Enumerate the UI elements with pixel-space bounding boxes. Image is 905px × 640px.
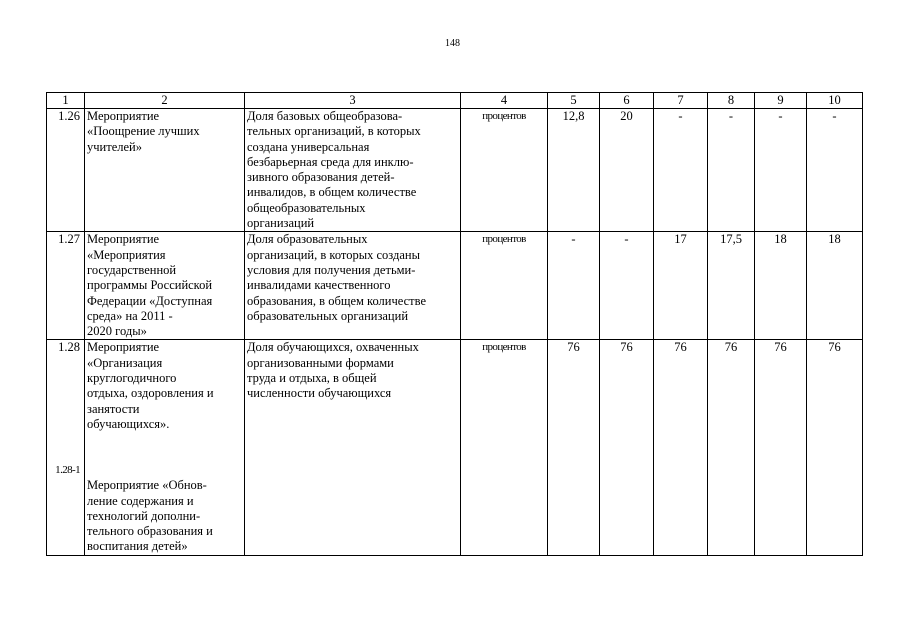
- page-number: 148: [445, 38, 460, 49]
- indicator-line: безбарьерная среда для инклю-: [247, 154, 414, 169]
- value-cell: 18: [755, 232, 807, 340]
- column-header: 8: [708, 93, 755, 109]
- indicator-line: образования, в общем количестве: [247, 293, 427, 308]
- event-line: обучающихся».: [87, 416, 170, 431]
- value-cell: 76: [654, 340, 708, 555]
- event-line: круглогодичного: [87, 371, 177, 386]
- indicator-line: организованными формами: [247, 355, 394, 370]
- indicator-cell: [245, 232, 461, 340]
- sub-event-line: Мероприятие «Обнов-: [87, 478, 207, 493]
- row-number-cell: [47, 340, 85, 555]
- indicator-line: организаций, в которых созданы: [247, 247, 420, 262]
- event-line: «Поощрение лучших: [87, 124, 200, 139]
- table-header-row: [47, 93, 863, 109]
- value-cell: 76: [548, 340, 600, 555]
- column-header: 9: [755, 93, 807, 109]
- spacer: [87, 432, 242, 478]
- value-cell: 76: [600, 340, 654, 555]
- event-line: программы Российской: [87, 278, 213, 293]
- event-line: Мероприятие: [87, 340, 160, 355]
- indicator-line: Доля базовых общеобразова-: [247, 109, 403, 123]
- sub-event-line: тельного образования и: [87, 524, 213, 539]
- column-header: 4: [461, 93, 548, 109]
- sub-event-line: воспитания детей»: [87, 539, 188, 554]
- value-cell: 18: [807, 232, 863, 340]
- indicator-line: Доля образовательных: [247, 232, 368, 247]
- event-line: занятости: [87, 401, 140, 416]
- indicator-line: создана универсальная: [247, 139, 370, 154]
- indicator-line: тельных организаций, в которых: [247, 124, 421, 139]
- indicator-line: зивного образования детей-: [247, 170, 395, 185]
- column-header: 1: [47, 93, 85, 109]
- event-line: «Мероприятия: [87, 247, 166, 262]
- event-line: государственной: [87, 262, 177, 277]
- indicator-line: численности обучающихся: [247, 386, 392, 401]
- event-line: «Организация: [87, 355, 163, 370]
- value-cell: 17: [654, 232, 708, 340]
- event-cell: [85, 109, 245, 232]
- table-row: [47, 340, 863, 555]
- value-cell: 76: [807, 340, 863, 555]
- event-cell: [85, 340, 245, 555]
- value-cell: -: [600, 232, 654, 340]
- unit-cell: процентов: [461, 232, 548, 340]
- unit-cell: процентов: [461, 109, 548, 232]
- indicator-cell: [245, 109, 461, 232]
- event-line: 2020 годы»: [87, 324, 147, 339]
- indicator-line: образовательных организаций: [247, 308, 409, 323]
- sub-event-line: технологий дополни-: [87, 508, 201, 523]
- value-cell: 20: [600, 109, 654, 232]
- row-number: 1.28: [58, 340, 80, 355]
- value-cell: -: [755, 109, 807, 232]
- indicator-line: условия для получения детьми-: [247, 262, 416, 277]
- event-line: Федерации «Доступная: [87, 293, 213, 308]
- column-header: 7: [654, 93, 708, 109]
- event-line: отдыха, оздоровления и: [87, 386, 214, 401]
- value-cell: -: [807, 109, 863, 232]
- value-cell: -: [654, 109, 708, 232]
- value-cell: 12,8: [548, 109, 600, 232]
- column-header: 6: [600, 93, 654, 109]
- indicator-line: общеобразовательных: [247, 200, 366, 215]
- table-row: [47, 109, 863, 232]
- value-cell: -: [548, 232, 600, 340]
- data-table: [46, 92, 863, 556]
- event-cell: [85, 232, 245, 340]
- value-cell: -: [708, 109, 755, 232]
- indicator-line: труда и отдыха, в общей: [247, 371, 377, 386]
- indicator-line: организаций: [247, 216, 315, 231]
- indicator-line: Доля обучающихся, охваченных: [247, 340, 419, 355]
- column-header: 10: [807, 93, 863, 109]
- event-line: Мероприятие: [87, 232, 160, 247]
- indicator-cell: [245, 340, 461, 555]
- event-line: Мероприятие: [87, 109, 160, 123]
- value-cell: 76: [755, 340, 807, 555]
- indicator-line: инвалидами качественного: [247, 278, 391, 293]
- sub-row-number: 1.28-1: [55, 463, 80, 476]
- unit-cell: процентов: [461, 340, 548, 555]
- indicator-line: инвалидов, в общем количестве: [247, 185, 417, 200]
- column-header: 3: [245, 93, 461, 109]
- spacer: [49, 356, 80, 463]
- event-line: среда» на 2011 -: [87, 308, 173, 323]
- value-cell: 17,5: [708, 232, 755, 340]
- sub-event-line: ление содержания и: [87, 493, 194, 508]
- table-row: [47, 232, 863, 340]
- value-cell: 76: [708, 340, 755, 555]
- row-number: 1.27: [47, 232, 85, 340]
- column-header: 5: [548, 93, 600, 109]
- row-number: 1.26: [47, 109, 85, 232]
- column-header: 2: [85, 93, 245, 109]
- event-line: учителей»: [87, 139, 142, 154]
